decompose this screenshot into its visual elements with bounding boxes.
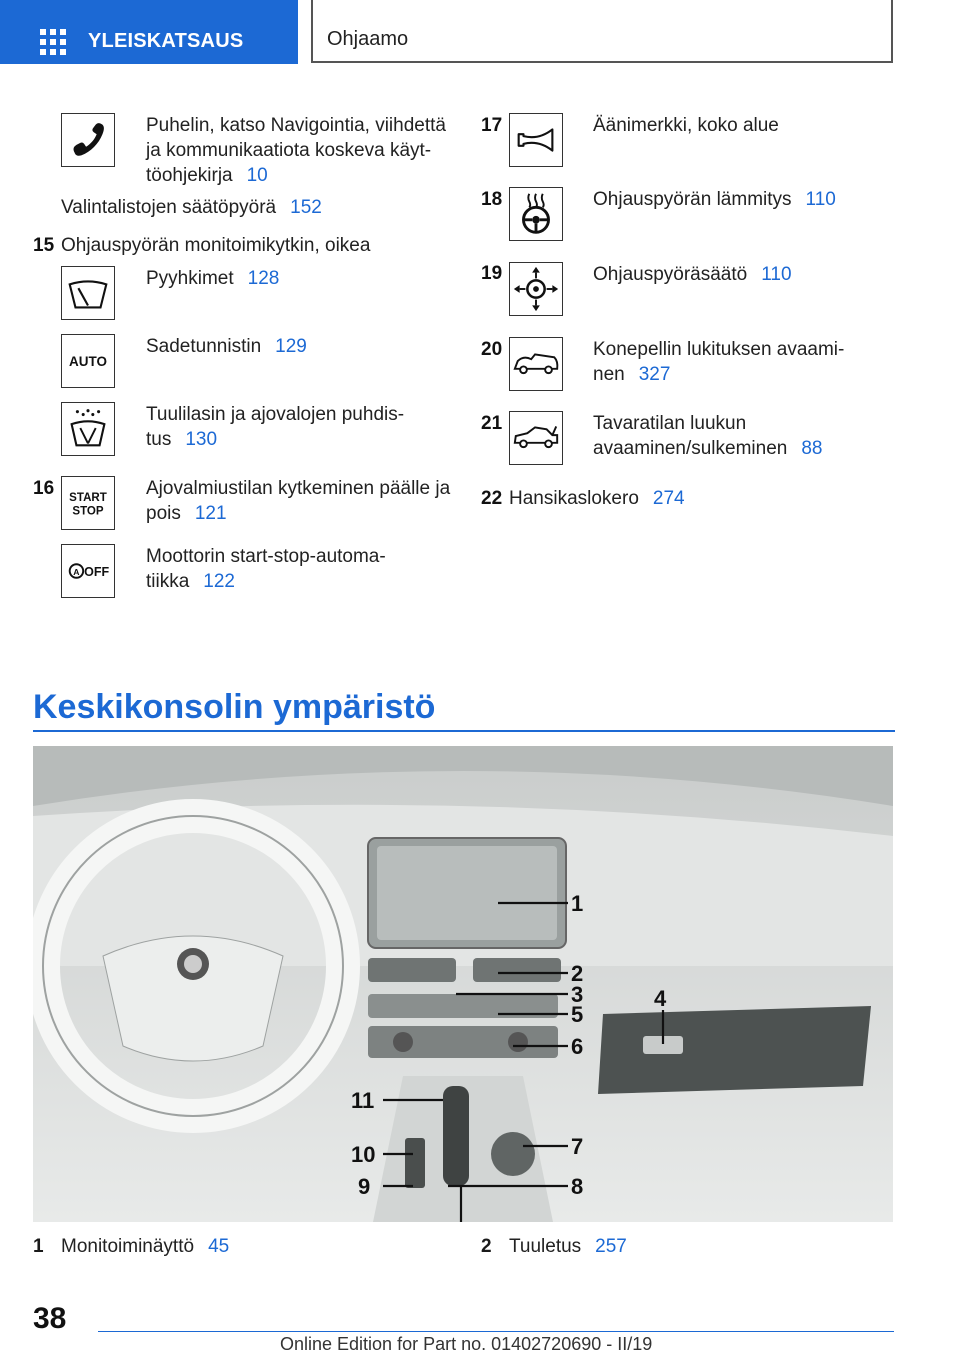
page-link[interactable]: 257 bbox=[595, 1236, 627, 1257]
page-link[interactable]: 122 bbox=[203, 571, 235, 592]
washer-icon bbox=[61, 402, 115, 456]
callout-1: 1 bbox=[571, 891, 584, 916]
page-link[interactable]: 10 bbox=[246, 165, 268, 186]
page-link[interactable]: 152 bbox=[290, 197, 322, 218]
hood-release-entry: Konepellin lukituksen avaami-nen 327 bbox=[593, 339, 845, 385]
item-number: 22 bbox=[481, 488, 503, 509]
caption-number: 1 bbox=[33, 1236, 44, 1257]
horn-icon bbox=[509, 113, 563, 167]
svg-text:OFF: OFF bbox=[84, 564, 110, 579]
page-link[interactable]: 110 bbox=[805, 189, 836, 210]
multifunction-switch-heading: Ohjauspyörän monitoimikytkin, oikea bbox=[61, 235, 371, 256]
steering-adjust-entry: Ohjauspyöräsäätö 110 bbox=[593, 264, 792, 285]
item-number: 17 bbox=[481, 115, 503, 136]
page-link[interactable]: 88 bbox=[801, 438, 823, 459]
callout-10: 10 bbox=[351, 1142, 376, 1167]
callout-5: 5 bbox=[571, 1002, 584, 1027]
caption-ventilation: Tuuletus 257 bbox=[509, 1236, 627, 1257]
page-link[interactable]: 45 bbox=[208, 1236, 230, 1257]
callout-11: 11 bbox=[351, 1088, 375, 1113]
item-number: 21 bbox=[481, 413, 503, 434]
item-number: 15 bbox=[33, 235, 55, 256]
phone-icon bbox=[61, 113, 115, 167]
steering-adjust-icon bbox=[509, 262, 563, 316]
callout-9: 9 bbox=[358, 1174, 371, 1199]
page-link[interactable]: 327 bbox=[638, 364, 671, 385]
page-link[interactable]: 130 bbox=[185, 429, 218, 450]
callout-2: 2 bbox=[571, 961, 584, 986]
chapter-label: Ohjaamo bbox=[327, 28, 409, 50]
callout-7: 7 bbox=[571, 1134, 584, 1159]
item-number: 19 bbox=[481, 263, 503, 284]
steering-heat-entry: Ohjauspyörän lämmitys 110 bbox=[593, 189, 836, 210]
svg-text:START: START bbox=[69, 492, 107, 505]
steering-heat-icon bbox=[509, 187, 563, 241]
glovebox-entry: Hansikaslokero 274 bbox=[509, 488, 685, 509]
footer-text: Online Edition for Part no. 01402720690 - II/19 bbox=[280, 1334, 653, 1354]
callout-4: 4 bbox=[654, 986, 667, 1011]
page-header bbox=[0, 0, 960, 66]
page-link[interactable]: 129 bbox=[275, 336, 307, 357]
hood-release-icon bbox=[509, 337, 563, 391]
section-heading: Keskikonsolin ympäristö bbox=[33, 688, 436, 726]
trunk-entry: Tavaratilan luukun avaaminen/sulkeminen 88 bbox=[593, 413, 823, 459]
rain-sensor-entry: Sadetunnistin 129 bbox=[146, 336, 307, 357]
page-link[interactable]: 110 bbox=[761, 264, 792, 285]
auto-icon bbox=[61, 334, 115, 388]
page-link[interactable]: 121 bbox=[194, 503, 227, 524]
horn-entry: Äänimerkki, koko alue bbox=[593, 115, 779, 136]
auto-start-stop-off-icon bbox=[61, 544, 115, 598]
wiper-icon bbox=[61, 266, 115, 320]
grid-menu-icon bbox=[40, 29, 66, 55]
washer-entry: Tuulilasin ja ajovalojen puhdis-tus 130 bbox=[146, 404, 405, 450]
item-number: 16 bbox=[33, 478, 55, 499]
caption-number: 2 bbox=[481, 1236, 492, 1257]
callout-3: 3 bbox=[571, 982, 584, 1007]
phone-entry: Puhelin, katso Navigointia, viihdettä ja kommunikaatiota koskeva käyt-töohjekirja 10 bbox=[146, 115, 446, 186]
svg-text:AUTO: AUTO bbox=[69, 353, 107, 369]
chapter-tab[interactable] bbox=[311, 0, 893, 63]
page-link[interactable]: 128 bbox=[247, 268, 280, 289]
caption-monitor: Monitoiminäyttö 45 bbox=[61, 1236, 230, 1257]
item-number: 20 bbox=[481, 339, 503, 360]
section-label: YLEISKATSAUS bbox=[88, 30, 244, 52]
selection-wheel-entry: Valintalistojen säätöpyörä 152 bbox=[61, 197, 322, 218]
svg-text:STOP: STOP bbox=[72, 505, 104, 518]
svg-text:A: A bbox=[73, 566, 80, 577]
item-number: 18 bbox=[481, 189, 503, 210]
start-stop-icon bbox=[61, 476, 115, 530]
start-stop-entry: Ajovalmiustilan kytkeminen päälle ja pois 121 bbox=[146, 478, 451, 524]
footer-divider bbox=[98, 1331, 894, 1332]
page-link[interactable]: 274 bbox=[652, 488, 685, 509]
callout-6: 6 bbox=[571, 1034, 584, 1059]
section-tab[interactable] bbox=[0, 0, 298, 64]
center-console-illustration bbox=[33, 746, 893, 1222]
auto-start-stop-entry: Moottorin start-stop-automa-tiikka 122 bbox=[146, 546, 386, 592]
trunk-icon bbox=[509, 411, 563, 465]
section-divider bbox=[33, 730, 895, 732]
page-number: 38 bbox=[33, 1302, 67, 1335]
callout-8: 8 bbox=[571, 1174, 584, 1199]
wipers-entry: Pyyhkimet 128 bbox=[146, 268, 280, 289]
